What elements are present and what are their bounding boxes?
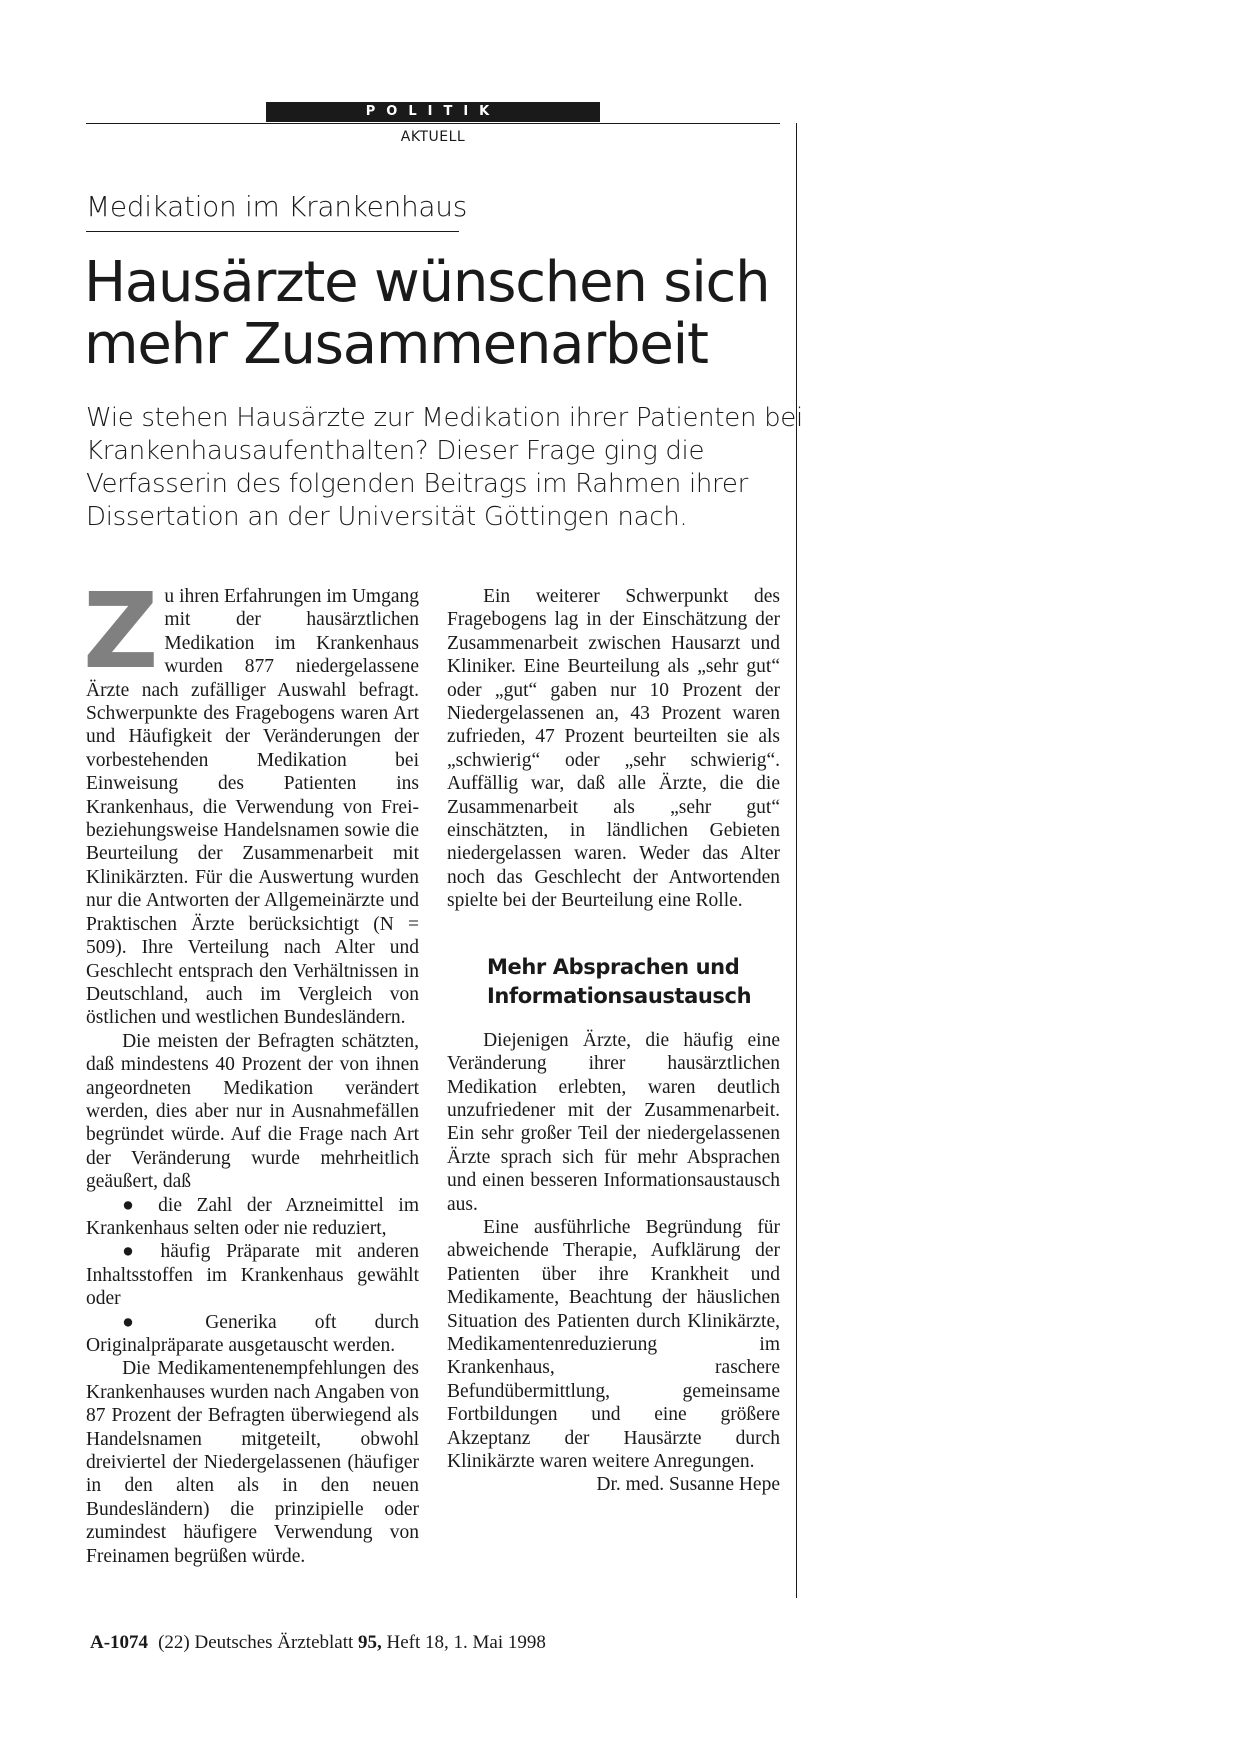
headline xyxy=(84,252,804,376)
headline-line-2: mehr Zusammenarbeit xyxy=(84,312,708,377)
dropcap: Z xyxy=(83,570,159,692)
bullet-text: Generika oft durch Originalpräparate ausgetauscht werden. xyxy=(86,1311,419,1356)
subheading: Mehr Absprachen und Informationsaustausch xyxy=(487,954,752,1008)
body-text: Eine ausführliche Begründung für abweichende Therapie, Aufklärung der Patienten über ihre Krankheit und Medikamente, Beachtung der häuslichen Situation des Patienten durch Klinikärzte, Medikamentenreduzierung im Krankenhaus, raschere Befundübermittlung, gemeinsame Fortbildungen und eine größere Akzeptanz der Hausärzte durch Klinikärzte waren weitere Anregungen. xyxy=(447,1216,780,1472)
bullet-text: die Zahl der Arzneimittel im Krankenhaus selten oder nie reduziert, xyxy=(86,1194,420,1239)
body-paragraph: Ein weiterer Schwerpunkt des Fragebogens lag in der Einschätzung der Zusammenarbeit zwischen Hausarzt und Kliniker. Eine Beurteilung als „sehr gut“ oder „gut“ gaben nur 10 Prozent der Niedergelassenen an, 43 Prozent waren zufrieden, 47 Prozent beurteilten sie als „schwierig“ oder „sehr schwierig“. Auffällig war, daß alle Ärzte, die die Zusammenarbeit als „sehr gut“ einschätzten, in ländlichen Gebieten niedergelassen waren. Weder das Alter noch das Geschlecht der Antwortenden spielte bei der Beurteilung eine Rolle. xyxy=(447,586,780,912)
body-text: u ihren Erfahrungen im Umgang mit der hausärztlichen Medikation im Krankenhaus wurden 877 niedergelassene Ärzte nach zufälliger Auswahl befragt. Schwerpunkte des Fragebogens waren Art und Häufigkeit der Veränderungen der vorbestehenden Medikation bei Einweisung des Patienten ins Krankenhaus, die Verwendung von Frei- beziehungsweise Handelsnamen sowie die Beurteilung der Zusammenarbeit mit Klinikärzten. Für die Auswertung wurden nur die Antworten der Allgemeinärzte und Praktischen Ärzte berücksichtigt (N = 509). Ihre Verteilung nach Alter und Geschlecht entsprach den Verhältnissen in Deutschland, auch im Vergleich von östlichen und westlichen Bundesländern. xyxy=(86,586,419,1029)
bullet-item xyxy=(86,1194,419,1241)
kicker: Medikation im Krankenhaus xyxy=(86,190,468,223)
bullet-text: häufig Präparate mit anderen Inhaltsstoffen im Krankenhaus gewählt oder xyxy=(86,1241,420,1310)
citation-post: Heft 18, 1. Mai 1998 xyxy=(386,1632,546,1653)
bullet-item xyxy=(86,1311,419,1358)
bullet-icon: ● xyxy=(122,1241,145,1263)
bullet-icon: ● xyxy=(122,1194,144,1216)
bullet-icon: ● xyxy=(122,1311,168,1333)
body-paragraph xyxy=(83,570,419,1030)
body-paragraph: Diejenigen Ärzte, die häufig eine Veränderung ihrer hausärztlichen Medikation erlebten, waren deutlich unzufriedener mit der Zusammenarbeit. Ein sehr großer Teil der niedergelassenen Ärzte sprach sich für mehr Absprachen und einen besseren Informationsaustausch aus. xyxy=(447,1029,780,1215)
body-paragraph: Die meisten der Befragten schätzten, daß mindestens 40 Prozent der von ihnen angeordneten Medikation verändert werden, dies aber nur in Ausnahmefällen begründet würde. Auf die Frage nach Art der Veränderung wurde mehrheitlich geäußert, daß xyxy=(86,1030,419,1193)
header-rule xyxy=(86,123,780,124)
kicker-rule xyxy=(86,231,459,232)
body-paragraph xyxy=(447,1216,780,1496)
section-label: POLITIK xyxy=(266,102,600,122)
lead-paragraph: Wie stehen Hausärzte zur Medikation ihrer Patienten bei Krankenhausaufenthalten? Dieser Frage ging die Verfasserin des folgenden Beitrags im Rahmen ihrer Dissertation an der Universität Göttingen nach. xyxy=(86,403,803,532)
bullet-item xyxy=(86,1240,419,1310)
author-signature: Dr. med. Susanne Hepe xyxy=(596,1474,780,1496)
body-column-right xyxy=(447,585,780,1497)
page-number: A-1074 xyxy=(90,1632,149,1653)
body-paragraph: Die Medikamentenempfehlungen des Krankenhauses wurden nach Angaben von 87 Prozent der Befragten überwiegend als Handelsnamen mitgeteilt, obwohl dreiviertel der Niedergelassenen (häufiger in den alten als in den neuen Bundesländern) die prinzipielle oder zumindest häufigere Verwendung von Freinamen begrüßen würde. xyxy=(86,1358,419,1567)
volume: 95, xyxy=(358,1632,382,1653)
headline-line-1: Hausärzte wünschen sich xyxy=(84,250,770,315)
body-column-left xyxy=(83,570,420,1568)
subsection-label: AKTUELL xyxy=(400,129,466,145)
citation-pre: (22) Deutsches Ärzteblatt xyxy=(158,1632,354,1653)
page-footer xyxy=(90,1632,546,1654)
